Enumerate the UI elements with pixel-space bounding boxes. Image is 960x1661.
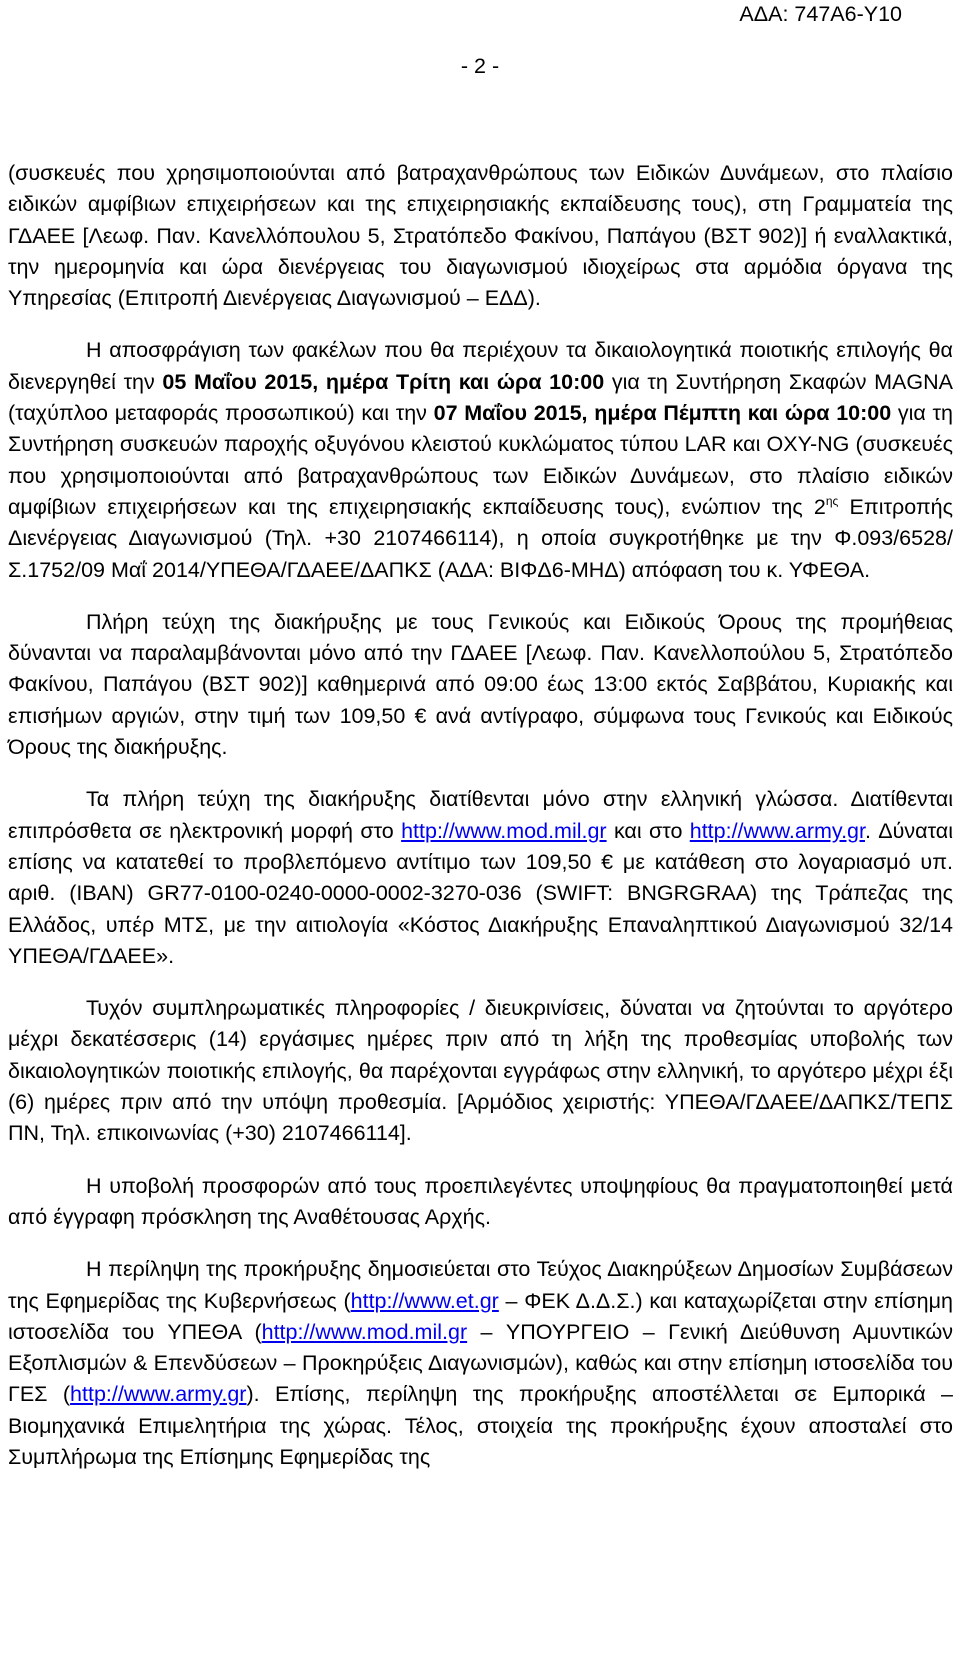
paragraph-6 [8, 1171, 953, 1234]
ada-code: ΑΔΑ: 747Α6-Υ10 [739, 2, 902, 26]
link-et[interactable]: http://www.et.gr [350, 1288, 499, 1313]
link-mod-mil[interactable]: http://www.mod.mil.gr [261, 1319, 468, 1344]
paragraph-4-text: Τα πλήρη τεύχη της διακήρυξης διατίθενται μόνο στην ελληνική γλώσσα. Διατίθενται επιπρόσθετα σε ηλεκτρονική μορφή στο [8, 787, 953, 843]
paragraph-2-text: για τη Συντήρηση Σκαφών MAGNA (ταχύπλοο μεταφοράς προσωπικού) και την [8, 369, 953, 426]
paragraph-4-text: . Δύναται επίσης να κατατεθεί το προβλεπόμενο αντίτιμο των 109,50 € με κατάθεση στο λογαριασμό υπ. αριθ. (IBAN) GR77-0100-0240-0000-0002-3270-036 (SWIFT: BNGRGRAA) της Τράπεζας της Ελλάδος, υπέρ ΜΤΣ, με την αιτιολογία «Κόστος Διακήρυξης Επαναληπτικού Διαγωνισμού 32/14 ΥΠΕΘΑ/ΓΔΑΕΕ». [8, 818, 953, 968]
paragraph-2-text: για τη Συντήρηση συσκευών παροχής οξυγόνου κλειστού κυκλώματος τύπου LAR και OXY-NG (συσκευές που χρησιμοποιούνται από βατραχανθρώπους των Ειδικών Δυνάμεων, στο πλαίσιο ειδικών αμφίβιων επιχειρήσεων και της επιχειρησιακής εκπαίδευσης τους), ενώπιον της 2 [8, 401, 954, 519]
link-mod-mil[interactable]: http://www.mod.mil.gr [401, 818, 607, 843]
paragraph-1-text: (συσκευές που χρησιμοποιούνται από βατραχανθρώπους των Ειδικών Δυνάμεων, στο πλαίσιο ειδικών αμφίβιων επιχειρήσεων και της επιχειρησιακής εκπαίδευσης τους), στη Γραμματεία της ΓΔΑΕΕ [Λεωφ. Παν. Κανελλόπουλου 5, Στρατόπεδο Φακίνου, Παπάγου (ΒΣΤ 902)] ή εναλλακτικά, την ημερομηνία και ώρα διενέργειας του διαγωνισμού ιδιοχείρως στα αρμόδια όργανα της Υπηρεσίας (Επιτροπή Διενέργειας Διαγωνισμού – ΕΔΔ). [8, 161, 953, 311]
paragraph-3 [8, 607, 953, 763]
date-2: 07 Μαΐου 2015, ημέρα Πέμπτη και ώρα 10:00 [433, 401, 892, 426]
paragraph-2-text: Επιτροπής Διενέργειας Διαγωνισμού (Τηλ. +30 2107466114), η οποία συγκροτήθηκε με την Φ.093/6528/Σ.1752/09 Μαΐ 2014/ΥΠΕΘΑ/ΓΔΑΕΕ/ΔΑΠΚΣ (ΑΔΑ: ΒΙΦΔ6-ΜΗΔ) απόφαση του κ. ΥΦΕΘΑ. [8, 494, 953, 582]
paragraph-2-text: Η αποσφράγιση των φακέλων που θα περιέχουν τα δικαιολογητικά ποιοτικής επιλογής θα διενεργηθεί την [8, 338, 953, 394]
paragraph-4 [8, 784, 953, 972]
paragraph-3-text: Πλήρη τεύχη της διακήρυξης με τους Γενικούς και Ειδικούς Όρους της προμήθειας δύνανται να παραλαμβάνονται μόνο από την ΓΔΑΕΕ [Λεωφ. Παν. Κανελλοπούλου 5, Στρατόπεδο Φακίνου, Παπάγου (ΒΣΤ 902)] καθημερινά από 09:00 έως 13:00 εκτός Σαββάτου, Κυριακής και επισήμων αργιών, στην τιμή των 109,50 € ανά αντίγραφο, σύμφωνα τους Γενικούς και Ειδικούς Όρους της διακήρυξης. [8, 609, 953, 760]
paragraph-4-text: και στο [606, 818, 690, 843]
paragraph-7-text: – ΥΠΟΥΡΓΕΙΟ – Γενική Διεύθυνση Αμυντικών Εξοπλισμών & Επενδύσεων – Προκηρύξεις Διαγωνισμών), καθώς και στην επίσημη ιστοσελίδα του ΓΕΣ ( [8, 1319, 953, 1407]
paragraph-7-text: – ΦΕΚ Δ.Δ.Σ.) και καταχωρίζεται στην επίσημη ιστοσελίδα του ΥΠΕΘΑ ( [8, 1288, 953, 1344]
paragraph-6-text: Η υποβολή προσφορών από τους προεπιλεγέντες υποψηφίους θα πραγματοποιηθεί μετά από έγγραφη πρόσκληση της Αναθέτουσας Αρχής. [8, 1173, 953, 1229]
ordinal-suffix: ης [825, 493, 839, 508]
paragraph-5 [8, 993, 953, 1149]
paragraph-5-text: Τυχόν συμπληρωματικές πληροφορίες / διευκρινίσεις, δύναται να ζητούνται το αργότερο μέχρι δεκατέσσερις (14) εργάσιμες ημέρες πριν από τη λήξη της προθεσμίας υποβολής των δικαιολογητικών ποιοτικής επιλογής, θα παρέχονται εγγράφως στην ελληνική, το αργότερο μέχρι έξι (6) ημέρες πριν από την υπόψη προθεσμία. [Αρμόδιος χειριστής: ΥΠΕΘΑ/ΓΔΑΕΕ/ΔΑΠΚΣ/ΤΕΠΣ ΠΝ, Τηλ. επικοινωνίας (+30) 2107466114]. [8, 996, 953, 1146]
link-army[interactable]: http://www.army.gr [70, 1382, 247, 1407]
paragraph-7 [8, 1254, 953, 1473]
date-1: 05 Μαΐου 2015, ημέρα Τρίτη και ώρα 10:00 [162, 369, 605, 394]
paragraph-7-text: ). Επίσης, περίληψη της προκήρυξης αποστέλλεται σε Εμπορικά – Βιομηχανικά Επιμελητήρια της χώρας. Τέλος, στοιχεία της προκήρυξης έχουν αποσταλεί στο Συμπλήρωμα της Επίσημης Εφημερίδας της [8, 1382, 953, 1469]
paragraph-1 [8, 158, 953, 314]
paragraph-2 [8, 335, 953, 585]
page-number: - 2 - [460, 54, 500, 78]
document-body [8, 158, 953, 1494]
link-army[interactable]: http://www.army.gr [689, 818, 865, 843]
paragraph-7-text: Η περίληψη της προκήρυξης δημοσιεύεται στο Τεύχος Διακηρύξεων Δημοσίων Συμβάσεων της Εφημερίδας της Κυβερνήσεως ( [8, 1257, 953, 1313]
